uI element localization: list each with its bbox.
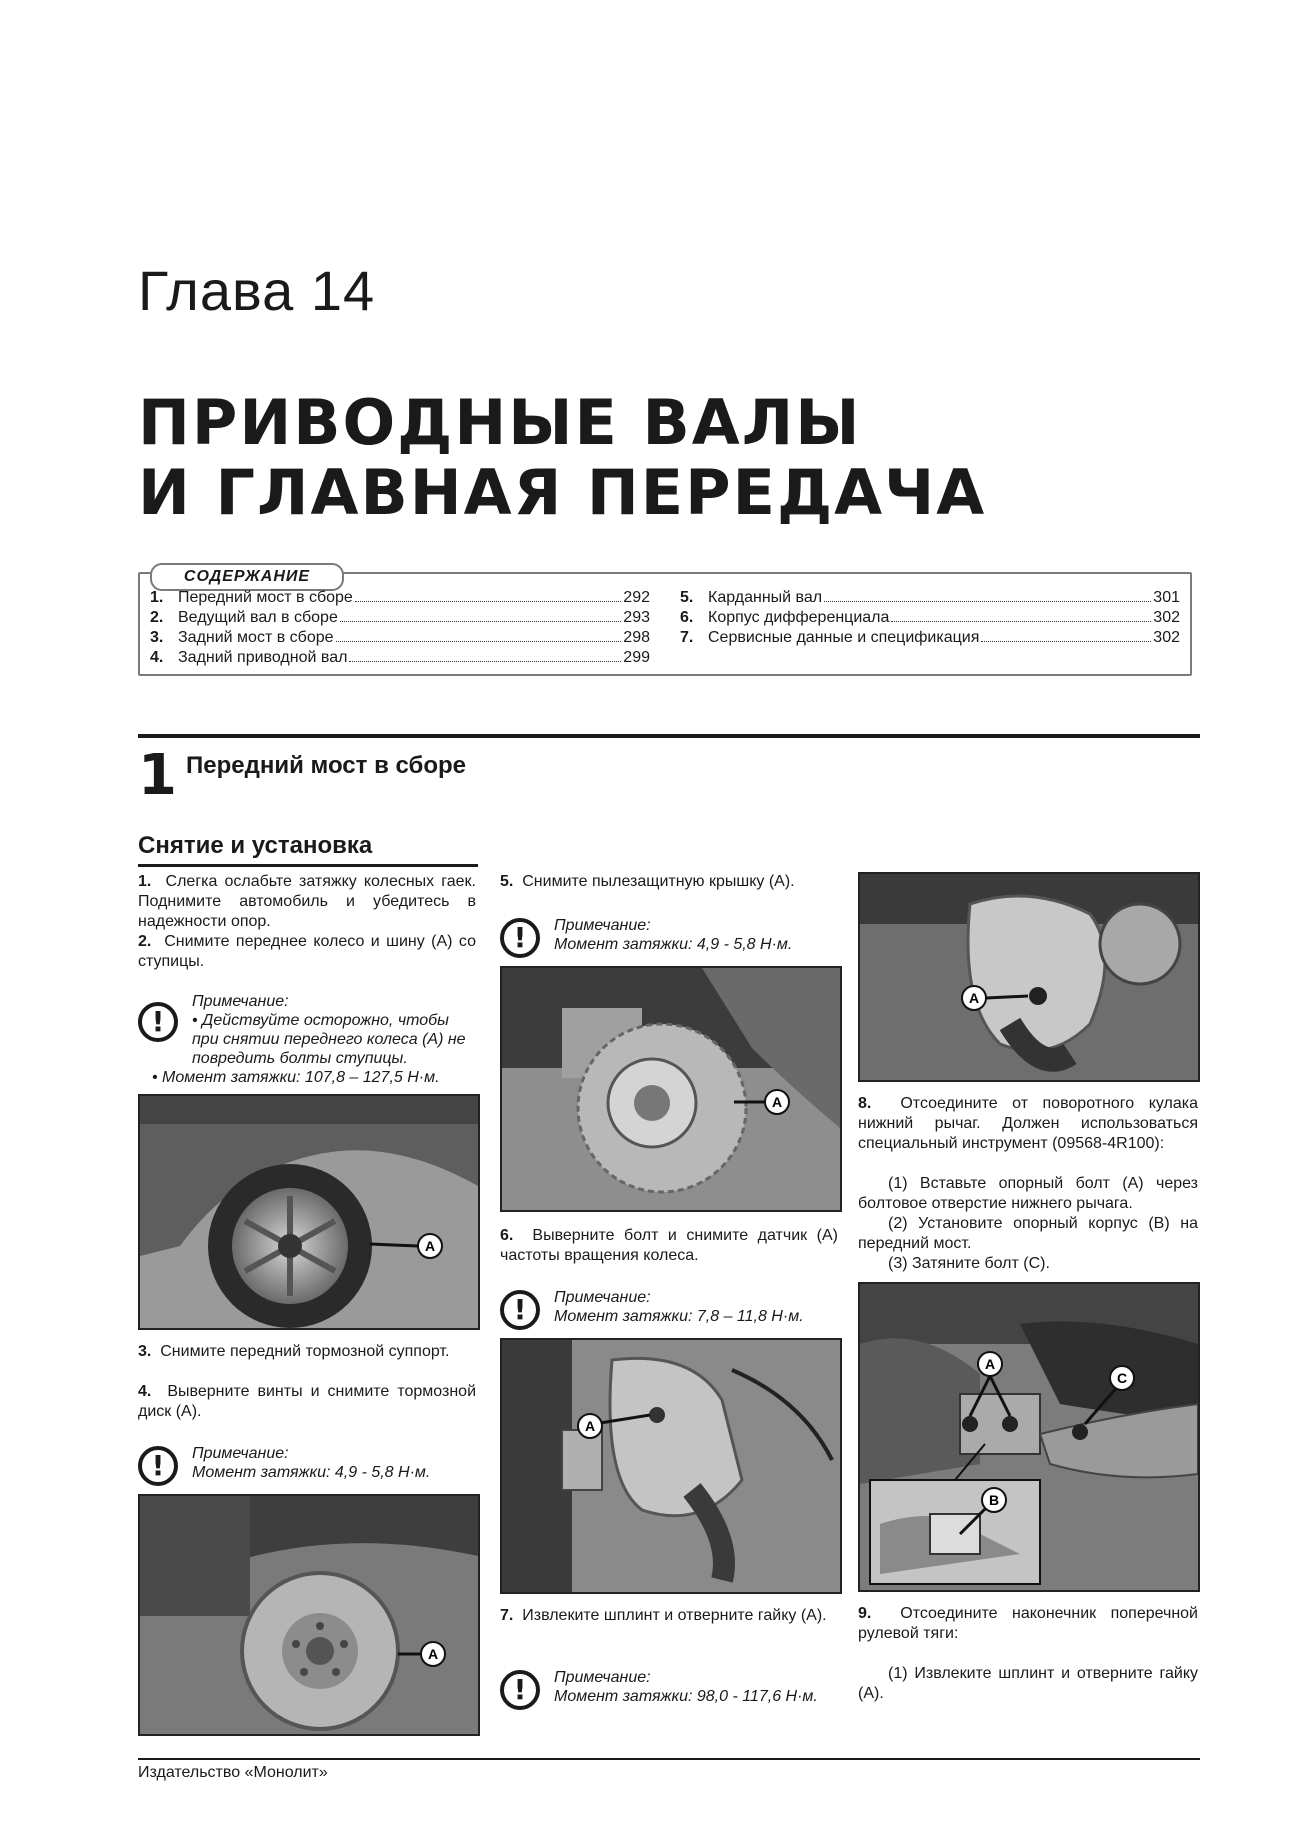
- subsection-title: Снятие и установка: [138, 832, 373, 859]
- note-1: Примечание: • Действуйте осторожно, чтобы при снятии переднего колеса (А) не повредить болты ступицы.: [192, 993, 466, 1067]
- photo-special-tool: [858, 1282, 1200, 1592]
- chapter-title-line-1: ПРИВОДНЫЕ ВАЛЫ: [138, 386, 862, 459]
- step-6: 6. Выверните болт и снимите датчик (А) частоты вращения колеса.: [500, 1227, 838, 1264]
- step-5: 5. Снимите пылезащитную крышку (А).: [500, 873, 795, 890]
- step-9-substep-1: (1) Извлеките шплинт и отверните гайку (А).: [858, 1665, 1198, 1702]
- photo-brake-disc: [138, 1494, 480, 1736]
- toc-item[interactable]: 3. Задний мост в сборе 298: [150, 629, 650, 646]
- warning-icon: !: [500, 1670, 540, 1710]
- step-8-substep-3: (3) Затяните болт (С).: [888, 1255, 1050, 1272]
- toc-item[interactable]: 7. Сервисные данные и спецификация 302: [680, 629, 1180, 646]
- toc-right-column: [680, 588, 1180, 648]
- note-1-torque: • Момент затяжки: 107,8 – 127,5 Н·м.: [152, 1069, 440, 1086]
- svg-text:A: A: [969, 990, 980, 1006]
- note-5: Примечание: Момент затяжки: 98,0 - 117,6 Н·м.: [554, 1669, 818, 1705]
- toc-item[interactable]: 2. Ведущий вал в сборе 293: [150, 609, 650, 626]
- photo-wheel-speed-sensor: [500, 1338, 842, 1594]
- toc-item[interactable]: 6. Корпус дифференциала 302: [680, 609, 1180, 626]
- note-2: Примечание: Момент затяжки: 4,9 - 5,8 Н·м.: [192, 1445, 431, 1481]
- chapter-label: Глава 14: [138, 259, 376, 322]
- svg-text:A: A: [428, 1646, 439, 1662]
- photo-wheel-removal: [138, 1094, 480, 1330]
- svg-text:C: C: [1117, 1370, 1128, 1386]
- svg-text:A: A: [585, 1418, 596, 1434]
- publisher-footer: Издательство «Монолит»: [138, 1764, 328, 1781]
- svg-text:A: A: [772, 1094, 783, 1110]
- svg-text:A: A: [425, 1238, 436, 1254]
- warning-icon: !: [500, 918, 540, 958]
- section-number: 1: [138, 743, 177, 808]
- step-7: 7. Извлеките шплинт и отверните гайку (А).: [500, 1607, 827, 1624]
- svg-text:B: B: [989, 1492, 1000, 1508]
- chapter-title-line-2: И ГЛАВНАЯ ПЕРЕДАЧА: [138, 456, 987, 529]
- note-4: Примечание: Момент затяжки: 7,8 – 11,8 Н·м.: [554, 1289, 804, 1325]
- svg-text:A: A: [985, 1356, 996, 1372]
- footer-rule: [138, 1758, 1200, 1760]
- warning-icon: !: [138, 1446, 178, 1486]
- step-8-substep-2: (2) Установите опорный корпус (В) на передний мост.: [858, 1215, 1198, 1252]
- toc-heading: СОДЕРЖАНИЕ: [150, 563, 344, 591]
- toc-item[interactable]: 5. Карданный вал 301: [680, 589, 1180, 606]
- step-8-substep-1: (1) Вставьте опорный болт (А) через болтовое отверстие нижнего рычага.: [858, 1175, 1198, 1212]
- step-2: 2. Снимите переднее колесо и шину (А) со ступицы.: [138, 933, 476, 970]
- step-1: 1. Слегка ослабьте затяжку колесных гаек. Поднимите автомобиль и убедитесь в надежности опор.: [138, 873, 476, 930]
- step-9: 9. Отсоедините наконечник поперечной рулевой тяги:: [858, 1605, 1198, 1642]
- chapter-title: [138, 388, 986, 528]
- warning-icon: !: [138, 1002, 178, 1042]
- section-rule: [138, 734, 1200, 738]
- warning-icon: !: [500, 1290, 540, 1330]
- section-title: Передний мост в сборе: [186, 752, 467, 779]
- toc-item[interactable]: 4. Задний приводной вал 299: [150, 649, 650, 666]
- photo-knuckle: [858, 872, 1200, 1082]
- toc-item[interactable]: 1. Передний мост в сборе 292: [150, 589, 650, 606]
- subsection-rule: [138, 864, 478, 867]
- toc-left-column: [150, 588, 650, 668]
- step-3: 3. Снимите передний тормозной суппорт.: [138, 1343, 450, 1360]
- step-4: 4. Выверните винты и снимите тормозной диск (А).: [138, 1383, 477, 1420]
- step-8: 8. Отсоедините от поворотного кулака нижний рычаг. Должен использоваться специальный инструмент (09568-4R100):: [858, 1095, 1199, 1152]
- photo-dust-cover: [500, 966, 842, 1212]
- note-3: Примечание: Момент затяжки: 4,9 - 5,8 Н·м.: [554, 917, 793, 953]
